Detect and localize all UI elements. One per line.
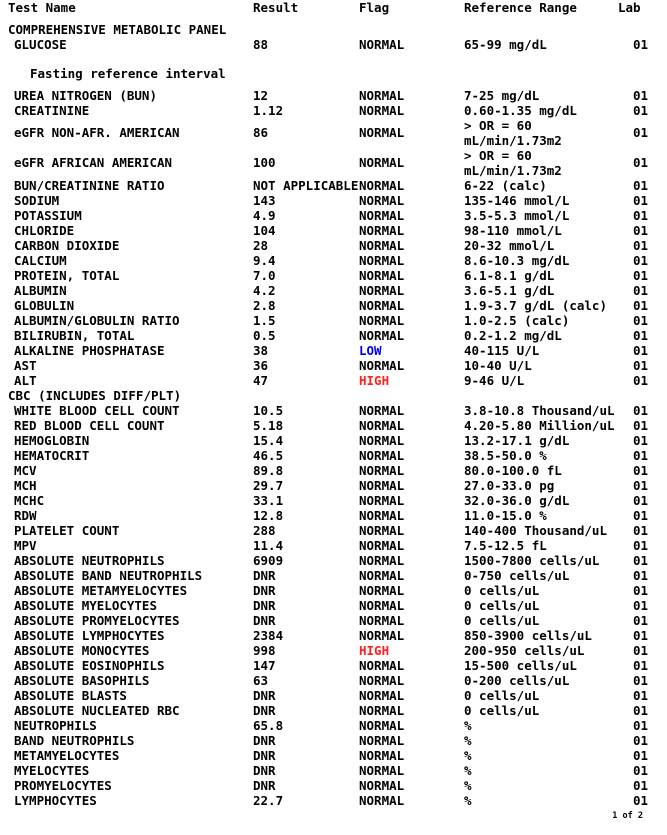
test-row [0, 718, 667, 733]
lab-code: 01 [632, 193, 648, 208]
test-row [0, 343, 667, 358]
blank-line [0, 81, 667, 88]
column-header-reference-range: Reference Range [464, 0, 577, 15]
lab-code: 01 [632, 673, 648, 688]
test-row [0, 148, 667, 178]
flag-value: NORMAL [359, 523, 405, 538]
test-row [0, 448, 667, 463]
reference-range: 38.5-50.0 % [464, 448, 547, 463]
reference-range: 0 cells/uL [464, 583, 540, 598]
lab-code: 01 [632, 718, 648, 733]
test-name: ABSOLUTE NEUTROPHILS [14, 553, 165, 568]
test-row [0, 463, 667, 478]
reference-range: 0-200 cells/uL [464, 673, 570, 688]
result-value: 88 [253, 37, 269, 52]
test-name: SODIUM [14, 193, 60, 208]
reference-range: 0.60-1.35 mg/dL [464, 103, 577, 118]
result-value: DNR [253, 613, 276, 628]
test-row [0, 538, 667, 553]
lab-code: 01 [632, 613, 648, 628]
lab-code: 01 [632, 643, 648, 658]
result-value: 47 [253, 373, 269, 388]
test-name: METAMYELOCYTES [14, 748, 120, 763]
flag-value: NORMAL [359, 538, 405, 553]
lab-code: 01 [632, 478, 648, 493]
lab-code: 01 [632, 373, 648, 388]
flag-value: NORMAL [359, 793, 405, 808]
flag-value: NORMAL [359, 463, 405, 478]
lab-code: 01 [632, 793, 648, 808]
test-row [0, 763, 667, 778]
lab-code: 01 [632, 733, 648, 748]
test-name: MYELOCYTES [14, 763, 90, 778]
result-value: 22.7 [253, 793, 284, 808]
test-name: ALKALINE PHOSPHATASE [14, 343, 165, 358]
flag-value: NORMAL [359, 508, 405, 523]
test-row [0, 403, 667, 418]
test-row [0, 478, 667, 493]
flag-value: NORMAL [359, 223, 405, 238]
reference-range-line: mL/min/1.73m2 [464, 163, 562, 178]
result-value: DNR [253, 568, 276, 583]
lab-code: 01 [632, 328, 648, 343]
reference-range: 200-950 cells/uL [464, 643, 585, 658]
flag-value: NORMAL [359, 658, 405, 673]
report-body [0, 22, 667, 808]
result-value: DNR [253, 778, 276, 793]
reference-range: 98-110 mmol/L [464, 223, 562, 238]
lab-code: 01 [632, 658, 648, 673]
result-value: 65.8 [253, 718, 284, 733]
test-name: ABSOLUTE LYMPHOCYTES [14, 628, 165, 643]
lab-code: 01 [632, 463, 648, 478]
flag-value: NORMAL [359, 155, 405, 170]
result-value: DNR [253, 583, 276, 598]
result-value: 46.5 [253, 448, 284, 463]
test-row [0, 328, 667, 343]
lab-code: 01 [632, 568, 648, 583]
result-value: 9.4 [253, 253, 276, 268]
reference-range: % [464, 748, 472, 763]
reference-range: 0-750 cells/uL [464, 568, 570, 583]
test-row [0, 508, 667, 523]
reference-range: 1.0-2.5 (calc) [464, 313, 570, 328]
reference-range: % [464, 763, 472, 778]
flag-value: NORMAL [359, 553, 405, 568]
reference-range: 135-146 mmol/L [464, 193, 570, 208]
lab-code: 01 [632, 37, 648, 52]
table-header [0, 0, 667, 15]
lab-code: 01 [632, 253, 648, 268]
lab-code: 01 [632, 553, 648, 568]
flag-value: NORMAL [359, 253, 405, 268]
flag-value: NORMAL [359, 703, 405, 718]
test-name: ABSOLUTE BLASTS [14, 688, 127, 703]
reference-range-line: > OR = 60 [464, 118, 532, 133]
section-header-row [0, 388, 667, 403]
test-row [0, 283, 667, 298]
flag-value: NORMAL [359, 238, 405, 253]
lab-code: 01 [632, 103, 648, 118]
flag-value: NORMAL [359, 763, 405, 778]
lab-code: 01 [632, 628, 648, 643]
result-value: DNR [253, 733, 276, 748]
test-row [0, 748, 667, 763]
note-text: Fasting reference interval [30, 66, 226, 81]
reference-range: 0 cells/uL [464, 598, 540, 613]
test-name: ALBUMIN/GLOBULIN RATIO [14, 313, 180, 328]
test-name: CHLORIDE [14, 223, 75, 238]
reference-range: 20-32 mmol/L [464, 238, 555, 253]
flag-value: NORMAL [359, 328, 405, 343]
result-value: 86 [253, 125, 269, 140]
flag-value: NORMAL [359, 268, 405, 283]
result-value: 1.5 [253, 313, 276, 328]
test-row [0, 88, 667, 103]
flag-value: NORMAL [359, 598, 405, 613]
test-name: ABSOLUTE MYELOCYTES [14, 598, 157, 613]
result-value: 36 [253, 358, 269, 373]
lab-code: 01 [632, 583, 648, 598]
flag-value: NORMAL [359, 313, 405, 328]
flag-value: NORMAL [359, 628, 405, 643]
result-value: 0.5 [253, 328, 276, 343]
reference-range: 0 cells/uL [464, 688, 540, 703]
flag-value: NORMAL [359, 208, 405, 223]
reference-range: 6.1-8.1 g/dL [464, 268, 555, 283]
reference-range: 140-400 Thousand/uL [464, 523, 607, 538]
test-name: ABSOLUTE METAMYELOCYTES [14, 583, 188, 598]
result-value: 1.12 [253, 103, 284, 118]
lab-code: 01 [632, 778, 648, 793]
flag-value: NORMAL [359, 298, 405, 313]
flag-value: NORMAL [359, 493, 405, 508]
result-value: 143 [253, 193, 276, 208]
lab-code: 01 [632, 433, 648, 448]
section-header-row [0, 22, 667, 37]
result-value: 12.8 [253, 508, 284, 523]
test-name: PROMYELOCYTES [14, 778, 112, 793]
reference-range: 8.6-10.3 mg/dL [464, 253, 570, 268]
flag-value: NORMAL [359, 283, 405, 298]
result-value: 11.4 [253, 538, 284, 553]
test-row [0, 673, 667, 688]
panel-name: CBC (INCLUDES DIFF/PLT) [8, 388, 182, 403]
result-value: DNR [253, 763, 276, 778]
test-row [0, 613, 667, 628]
result-value: 38 [253, 343, 269, 358]
test-row [0, 253, 667, 268]
lab-code: 01 [632, 343, 648, 358]
reference-range: % [464, 793, 472, 808]
test-name: CALCIUM [14, 253, 67, 268]
test-name: HEMOGLOBIN [14, 433, 90, 448]
test-name: ALBUMIN [14, 283, 67, 298]
reference-range: 1.9-3.7 g/dL (calc) [464, 298, 607, 313]
result-value: 15.4 [253, 433, 284, 448]
test-name: HEMATOCRIT [14, 448, 90, 463]
flag-value: NORMAL [359, 178, 405, 193]
flag-value: NORMAL [359, 403, 405, 418]
flag-value: NORMAL [359, 88, 405, 103]
reference-range: 850-3900 cells/uL [464, 628, 592, 643]
test-name: WHITE BLOOD CELL COUNT [14, 403, 180, 418]
test-row [0, 688, 667, 703]
test-name: AST [14, 358, 37, 373]
lab-code: 01 [632, 763, 648, 778]
test-name: UREA NITROGEN (BUN) [14, 88, 157, 103]
result-value: 100 [253, 155, 276, 170]
reference-range: 32.0-36.0 g/dL [464, 493, 570, 508]
lab-code: 01 [632, 748, 648, 763]
result-value: 33.1 [253, 493, 284, 508]
test-name: LYMPHOCYTES [14, 793, 97, 808]
flag-value: NORMAL [359, 433, 405, 448]
result-value: DNR [253, 688, 276, 703]
reference-range: 7-25 mg/dL [464, 88, 540, 103]
lab-code: 01 [632, 268, 648, 283]
header-gap [0, 15, 667, 22]
test-name: MPV [14, 538, 37, 553]
lab-code: 01 [632, 538, 648, 553]
lab-code: 01 [632, 403, 648, 418]
lab-code: 01 [632, 508, 648, 523]
reference-range: % [464, 718, 472, 733]
result-value: 7.0 [253, 268, 276, 283]
test-row [0, 268, 667, 283]
test-name: ABSOLUTE BAND NEUTROPHILS [14, 568, 203, 583]
flag-value: NORMAL [359, 37, 405, 52]
test-name: POTASSIUM [14, 208, 82, 223]
lab-code: 01 [632, 703, 648, 718]
lab-code: 01 [632, 688, 648, 703]
reference-range: 65-99 mg/dL [464, 37, 547, 52]
test-row [0, 553, 667, 568]
test-row [0, 628, 667, 643]
result-value: 4.2 [253, 283, 276, 298]
test-name: PLATELET COUNT [14, 523, 120, 538]
test-row [0, 778, 667, 793]
test-row [0, 493, 667, 508]
test-name: MCV [14, 463, 37, 478]
reference-range: 10-40 U/L [464, 358, 532, 373]
reference-range: 4.20-5.80 Million/uL [464, 418, 615, 433]
note-row [0, 66, 667, 81]
test-row [0, 643, 667, 658]
test-name: ALT [14, 373, 37, 388]
result-value: 998 [253, 643, 276, 658]
test-row [0, 433, 667, 448]
reference-range: 27.0-33.0 pg [464, 478, 555, 493]
result-value: 2384 [253, 628, 284, 643]
lab-code: 01 [632, 418, 648, 433]
flag-value: HIGH [359, 643, 390, 658]
reference-range: 1500-7800 cells/uL [464, 553, 600, 568]
result-value: 10.5 [253, 403, 284, 418]
reference-range: % [464, 778, 472, 793]
flag-value: NORMAL [359, 613, 405, 628]
test-name: NEUTROPHILS [14, 718, 97, 733]
flag-value: NORMAL [359, 568, 405, 583]
result-value: 63 [253, 673, 269, 688]
test-row [0, 103, 667, 118]
flag-value: NORMAL [359, 688, 405, 703]
reference-range: 3.5-5.3 mmol/L [464, 208, 570, 223]
test-name: ABSOLUTE PROMYELOCYTES [14, 613, 180, 628]
lab-code: 01 [632, 313, 648, 328]
test-row [0, 523, 667, 538]
result-value: DNR [253, 703, 276, 718]
flag-value: NORMAL [359, 418, 405, 433]
flag-value: NORMAL [359, 358, 405, 373]
panel-name: COMPREHENSIVE METABOLIC PANEL [8, 22, 227, 37]
lab-code: 01 [632, 598, 648, 613]
test-name: PROTEIN, TOTAL [14, 268, 120, 283]
reference-range: 3.6-5.1 g/dL [464, 283, 555, 298]
test-row [0, 118, 667, 148]
test-name: CREATININE [14, 103, 90, 118]
reference-range: 3.8-10.8 Thousand/uL [464, 403, 615, 418]
reference-range: 13.2-17.1 g/dL [464, 433, 570, 448]
page-indicator: 1 of 2 [612, 811, 643, 821]
result-value: NOT APPLICABLE [253, 178, 359, 193]
test-row [0, 418, 667, 433]
test-name: ABSOLUTE NUCLEATED RBC [14, 703, 180, 718]
flag-value: NORMAL [359, 748, 405, 763]
reference-range: 11.0-15.0 % [464, 508, 547, 523]
reference-range: 15-500 cells/uL [464, 658, 577, 673]
result-value: 5.18 [253, 418, 284, 433]
lab-code: 01 [632, 298, 648, 313]
lab-code: 01 [632, 283, 648, 298]
test-name: RED BLOOD CELL COUNT [14, 418, 165, 433]
reference-range: 40-115 U/L [464, 343, 540, 358]
reference-range: 9-46 U/L [464, 373, 525, 388]
test-name: ABSOLUTE MONOCYTES [14, 643, 150, 658]
reference-range-line: mL/min/1.73m2 [464, 133, 562, 148]
test-row [0, 373, 667, 388]
test-name: GLUCOSE [14, 37, 67, 52]
lab-code: 01 [632, 223, 648, 238]
flag-value: NORMAL [359, 103, 405, 118]
flag-value: NORMAL [359, 193, 405, 208]
flag-value: LOW [359, 343, 382, 358]
test-row [0, 703, 667, 718]
flag-value: NORMAL [359, 125, 405, 140]
lab-code: 01 [632, 238, 648, 253]
test-name: ABSOLUTE EOSINOPHILS [14, 658, 165, 673]
test-row [0, 733, 667, 748]
result-value: 6909 [253, 553, 284, 568]
test-row [0, 178, 667, 193]
test-row [0, 298, 667, 313]
reference-range: % [464, 733, 472, 748]
flag-value: NORMAL [359, 673, 405, 688]
flag-value: NORMAL [359, 583, 405, 598]
reference-range: 6-22 (calc) [464, 178, 547, 193]
result-value: DNR [253, 598, 276, 613]
result-value: 147 [253, 658, 276, 673]
flag-value: NORMAL [359, 778, 405, 793]
reference-range: 0.2-1.2 mg/dL [464, 328, 562, 343]
column-header-lab: Lab [618, 0, 641, 15]
flag-value: NORMAL [359, 448, 405, 463]
lab-code: 01 [632, 125, 648, 140]
test-row [0, 37, 667, 52]
result-value: 104 [253, 223, 276, 238]
test-name: MCHC [14, 493, 45, 508]
reference-range: 0 cells/uL [464, 703, 540, 718]
test-row [0, 598, 667, 613]
reference-range: 7.5-12.5 fL [464, 538, 547, 553]
test-row [0, 223, 667, 238]
lab-code: 01 [632, 448, 648, 463]
test-row [0, 358, 667, 373]
test-row [0, 658, 667, 673]
lab-code: 01 [632, 523, 648, 538]
test-row [0, 238, 667, 253]
test-row [0, 568, 667, 583]
reference-range [464, 118, 562, 148]
flag-value: NORMAL [359, 718, 405, 733]
test-row [0, 313, 667, 328]
lab-code: 01 [632, 208, 648, 223]
column-header-test-name: Test Name [8, 0, 76, 15]
result-value: 2.8 [253, 298, 276, 313]
result-value: 28 [253, 238, 269, 253]
column-header-flag: Flag [359, 0, 390, 15]
test-name: eGFR NON-AFR. AMERICAN [14, 125, 180, 140]
flag-value: NORMAL [359, 733, 405, 748]
test-name: BILIRUBIN, TOTAL [14, 328, 135, 343]
reference-range: 80.0-100.0 fL [464, 463, 562, 478]
result-value: 89.8 [253, 463, 284, 478]
result-value: 288 [253, 523, 276, 538]
test-name: GLOBULIN [14, 298, 75, 313]
reference-range-line: > OR = 60 [464, 148, 532, 163]
test-name: eGFR AFRICAN AMERICAN [14, 155, 173, 170]
test-row [0, 208, 667, 223]
test-name: CARBON DIOXIDE [14, 238, 120, 253]
result-value: 12 [253, 88, 269, 103]
lab-code: 01 [632, 155, 648, 170]
test-name: ABSOLUTE BASOPHILS [14, 673, 150, 688]
test-name: RDW [14, 508, 37, 523]
lab-code: 01 [632, 358, 648, 373]
test-row [0, 193, 667, 208]
test-row [0, 583, 667, 598]
reference-range [464, 148, 562, 178]
lab-code: 01 [632, 88, 648, 103]
lab-code: 01 [632, 178, 648, 193]
flag-value: NORMAL [359, 478, 405, 493]
result-value: 4.9 [253, 208, 276, 223]
test-name: BAND NEUTROPHILS [14, 733, 135, 748]
result-value: DNR [253, 748, 276, 763]
lab-code: 01 [632, 493, 648, 508]
test-name: MCH [14, 478, 37, 493]
blank-line [0, 52, 667, 66]
test-name: BUN/CREATININE RATIO [14, 178, 165, 193]
test-row [0, 793, 667, 808]
result-value: 29.7 [253, 478, 284, 493]
reference-range: 0 cells/uL [464, 613, 540, 628]
column-header-result: Result [253, 0, 299, 15]
flag-value: HIGH [359, 373, 390, 388]
